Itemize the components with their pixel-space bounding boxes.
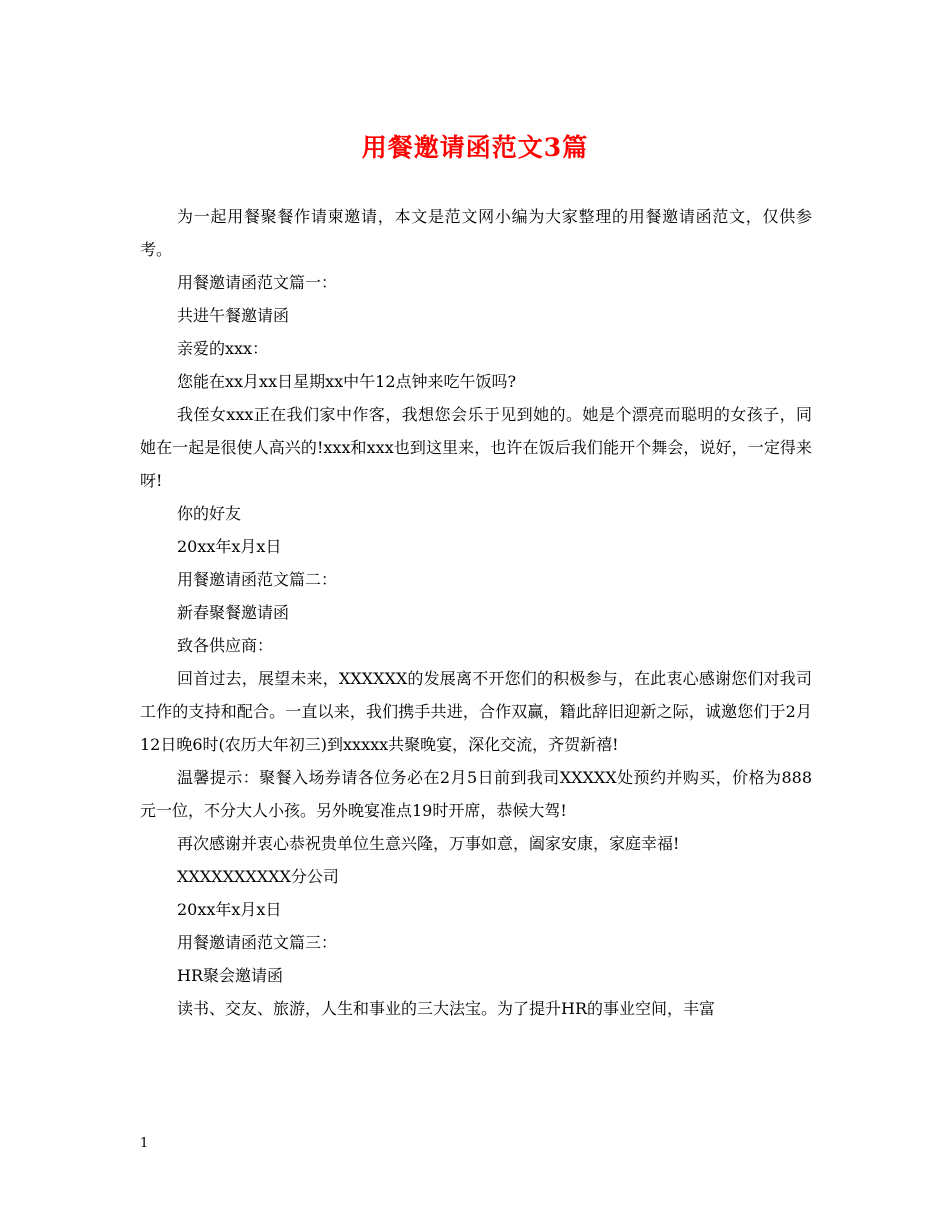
paragraph-letter-3-body: 读书、交友、旅游，人生和事业的三大法宝。为了提升HR的事业空间，丰富	[177, 999, 716, 1018]
paragraph-letter-2-body: 回首过去，展望未来，XXXXXX的发展离不开您们的积极参与，在此衷心感谢您们对我司工作的支持和配合。一直以来，我们携手共进，合作双赢，籍此辞旧迎新之际，诚邀您们于2月12日晚6时(农历大年初三)到xxxxx共聚晚宴，深化交流，齐贺新禧!	[140, 669, 812, 754]
paragraph-letter-1-date: 20xx年x月x日	[177, 537, 282, 556]
paragraph-intro: 为一起用餐聚餐作请柬邀请，本文是范文网小编为大家整理的用餐邀请函范文，仅供参考。	[140, 207, 812, 259]
paragraph-letter-1-closing: 你的好友	[177, 504, 242, 523]
paragraph-letter-1-question: 您能在xx月xx日星期xx中午12点钟来吃午饭吗?	[177, 372, 517, 391]
paragraph-letter-2-salutation: 致各供应商：	[177, 636, 274, 655]
paragraph-letter-2-thanks: 再次感谢并衷心恭祝贵单位生意兴隆，万事如意，阖家安康，家庭幸福!	[177, 834, 680, 853]
paragraph-letter-2-notice: 温馨提示：聚餐入场券请各位务必在2月5日前到我司XXXXX处预约并购买，价格为888元一位，不分大人小孩。另外晚宴准点19时开席，恭候大驾!	[140, 768, 812, 820]
paragraph-letter-1-salutation: 亲爱的xxx：	[177, 339, 269, 358]
paragraph-letter-1-title: 共进午餐邀请函	[177, 306, 290, 325]
paragraph-section-3-heading: 用餐邀请函范文篇三：	[177, 933, 338, 952]
document-body	[140, 200, 812, 1025]
page-number: 1	[140, 1136, 149, 1151]
document-title: 用餐邀请函范文3篇	[361, 133, 589, 162]
paragraph-letter-2-date: 20xx年x月x日	[177, 900, 282, 919]
paragraph-letter-2-sender: XXXXXXXXXX分公司	[177, 867, 339, 886]
paragraph-section-2-heading: 用餐邀请函范文篇二：	[177, 570, 338, 589]
paragraph-section-1-heading: 用餐邀请函范文篇一：	[177, 273, 338, 292]
paragraph-letter-3-title: HR聚会邀请函	[177, 966, 284, 985]
paragraph-letter-1-body: 我侄女xxx正在我们家中作客，我想您会乐于见到她的。她是个漂亮而聪明的女孩子，同她在一起是很使人高兴的!xxx和xxx也到这里来，也许在饭后我们能开个舞会，说好，一定得来呀!	[140, 405, 812, 490]
paragraph-letter-2-title: 新春聚餐邀请函	[177, 603, 290, 622]
